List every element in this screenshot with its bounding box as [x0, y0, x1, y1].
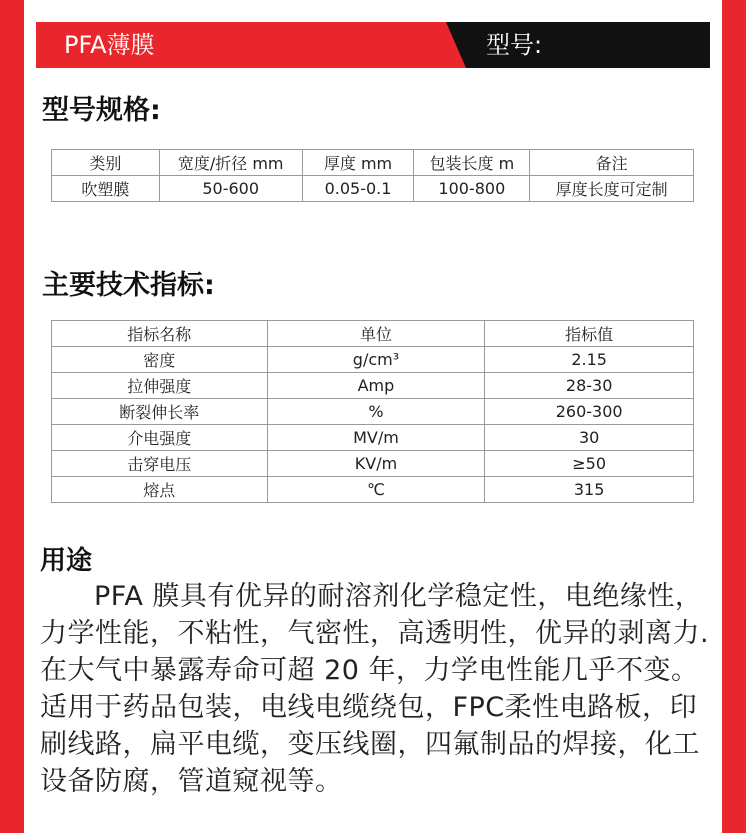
table-row	[52, 373, 694, 399]
spec-col-header: 厚度 mm	[302, 150, 414, 176]
spec-cell: 0.05-0.1	[302, 176, 414, 202]
tech-cell: Amp	[267, 373, 485, 399]
tech-col-header: 指标名称	[52, 321, 268, 347]
spec-table	[51, 149, 694, 202]
table-row	[52, 451, 694, 477]
tech-cell: ≥50	[485, 451, 694, 477]
tech-cell: ℃	[267, 477, 485, 503]
table-row	[52, 347, 694, 373]
tech-cell: 28-30	[485, 373, 694, 399]
tech-cell: 密度	[52, 347, 268, 373]
product-title: PFA薄膜	[64, 31, 155, 59]
tech-cell: 击穿电压	[52, 451, 268, 477]
tech-col-header: 单位	[267, 321, 485, 347]
spec-col-header: 备注	[530, 150, 694, 176]
tech-heading: 主要技术指标:	[42, 270, 215, 301]
tech-cell: 30	[485, 425, 694, 451]
spec-col-header: 宽度/折径 mm	[159, 150, 302, 176]
spec-col-header: 包装长度 m	[414, 150, 530, 176]
spec-header-row	[52, 150, 694, 176]
tech-cell: 315	[485, 477, 694, 503]
spec-cell: 厚度长度可定制	[530, 176, 694, 202]
header-banner	[36, 22, 710, 68]
tech-cell: 断裂伸长率	[52, 399, 268, 425]
table-row	[52, 425, 694, 451]
tech-cell: KV/m	[267, 451, 485, 477]
tech-header-row	[52, 321, 694, 347]
page	[24, 0, 722, 833]
spec-cell: 吹塑膜	[52, 176, 160, 202]
tech-col-header: 指标值	[485, 321, 694, 347]
table-row	[52, 399, 694, 425]
tech-cell: g/cm³	[267, 347, 485, 373]
usage-heading: 用途	[40, 546, 93, 576]
table-row	[52, 176, 694, 202]
tech-cell: %	[267, 399, 485, 425]
spec-col-header: 类别	[52, 150, 160, 176]
tech-cell: 260-300	[485, 399, 694, 425]
spec-cell: 50-600	[159, 176, 302, 202]
table-row	[52, 477, 694, 503]
spec-heading: 型号规格:	[42, 95, 161, 126]
tech-table	[51, 320, 694, 503]
tech-cell: MV/m	[267, 425, 485, 451]
tech-cell: 2.15	[485, 347, 694, 373]
tech-cell: 介电强度	[52, 425, 268, 451]
tech-cell: 熔点	[52, 477, 268, 503]
spec-cell: 100-800	[414, 176, 530, 202]
tech-cell: 拉伸强度	[52, 373, 268, 399]
usage-paragraph: PFA 膜具有优异的耐溶剂化学稳定性，电绝缘性，力学性能，不粘性，气密性，高透明性，优异的剥离力.在大气中暴露寿命可超 20 年，力学电性能几乎不变。适用于药品包装，电线电缆绕包，FPC柔性电路板，印刷线路，扁平电缆，变压线圈，四氟制品的焊接，化工设备防腐，管道窥视等。	[40, 581, 710, 797]
model-label: 型号:	[486, 31, 543, 59]
